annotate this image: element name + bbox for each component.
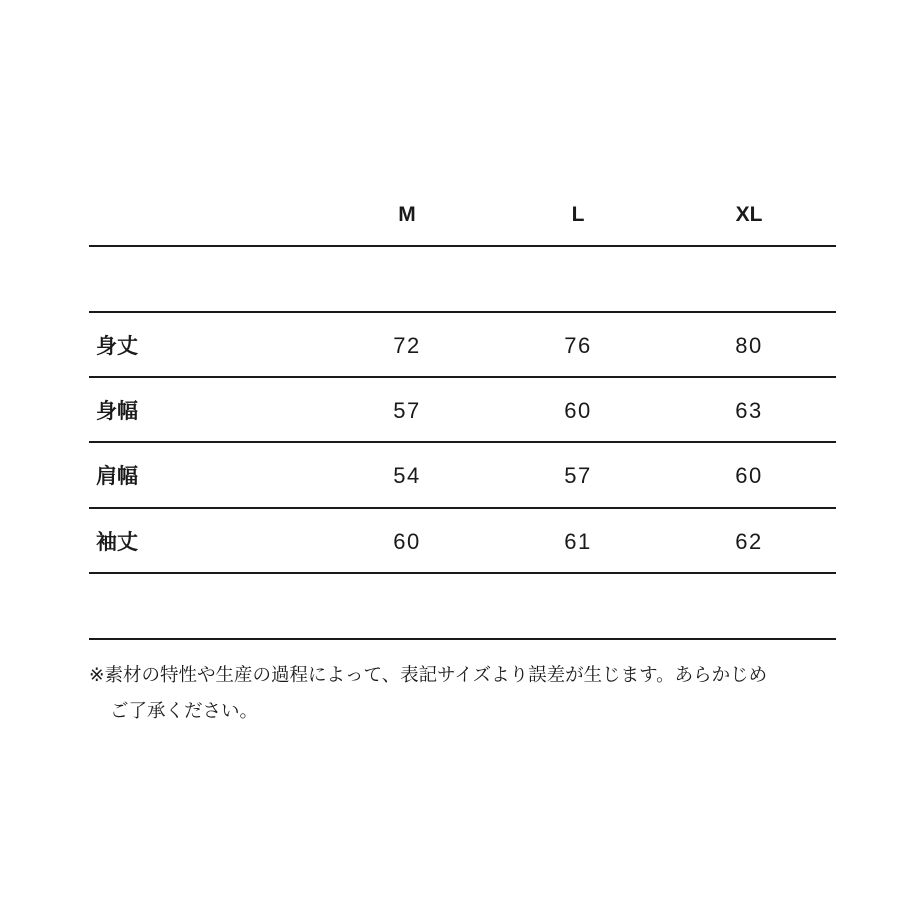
table-divider <box>89 441 836 443</box>
table-cell: 60 <box>393 529 421 554</box>
size-disclaimer-note <box>89 658 849 730</box>
table-cell: 60 <box>735 463 763 488</box>
table-divider <box>89 507 836 509</box>
table-divider <box>89 311 836 313</box>
table-cell: 76 <box>564 333 592 358</box>
table-cell: 54 <box>393 463 421 488</box>
table-cell: 80 <box>735 333 763 358</box>
table-cell: 57 <box>564 463 592 488</box>
table-cell: 62 <box>735 529 763 554</box>
row-label-shoulder-width: 肩幅 <box>96 464 138 488</box>
table-divider <box>89 376 836 378</box>
row-label-body-length: 身丈 <box>96 334 138 358</box>
row-label-body-width: 身幅 <box>96 399 138 423</box>
row-label-sleeve-length: 袖丈 <box>96 530 138 554</box>
table-bottom-divider <box>89 638 836 640</box>
column-header-l: L <box>571 203 585 226</box>
table-cell: 61 <box>564 529 592 554</box>
note-line-1: ※素材の特性や生産の過程によって、表記サイズより誤差が生じます。あらかじめ <box>89 665 768 686</box>
table-cell: 60 <box>564 398 592 423</box>
table-cell: 57 <box>393 398 421 423</box>
note-line-2: ご了承ください。 <box>110 701 259 722</box>
header-divider <box>89 245 836 247</box>
column-header-xl: XL <box>735 203 763 226</box>
column-header-m: M <box>398 203 416 226</box>
table-cell: 72 <box>393 333 421 358</box>
table-cell: 63 <box>735 398 763 423</box>
table-divider <box>89 572 836 574</box>
